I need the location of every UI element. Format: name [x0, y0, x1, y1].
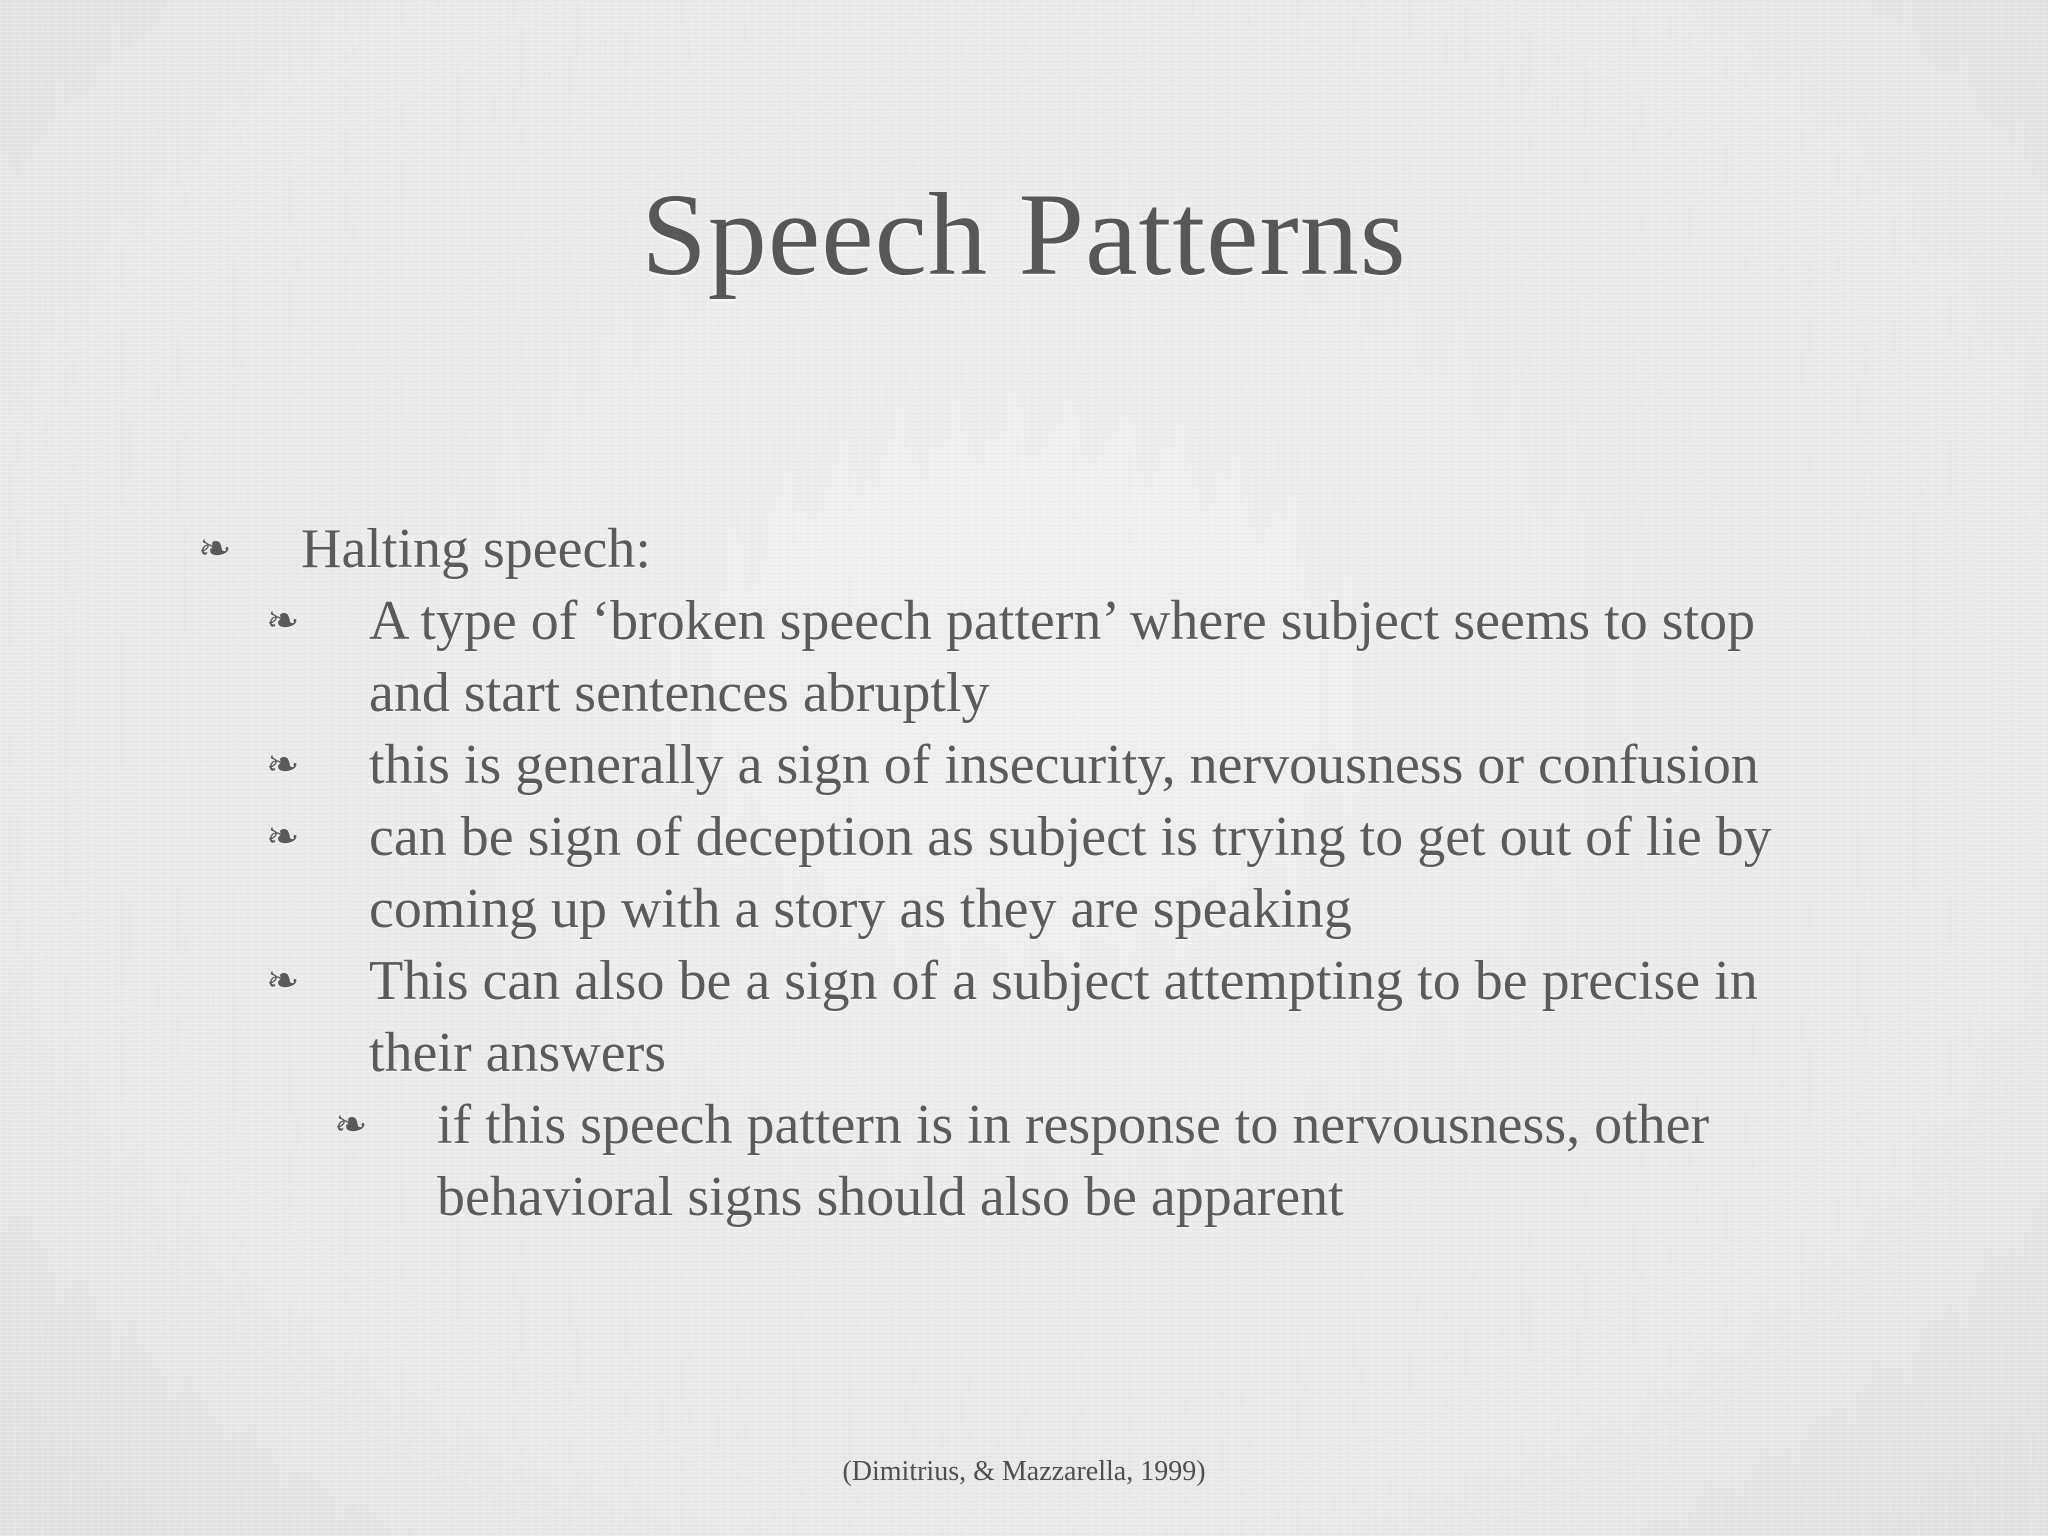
bullet-item-level-2	[0, 729, 1849, 801]
slide-title: Speech Patterns	[641, 169, 1407, 300]
citation: (Dimitrius, & Mazzarella, 1999)	[842, 1456, 1206, 1487]
fleuron-bullet-icon: ❧	[198, 526, 232, 571]
bullet-item-level-2	[0, 801, 1849, 945]
bullet-text: Halting speech:	[301, 518, 651, 580]
bullet-text: this is generally a sign of insecurity, nervousness or confusion	[369, 734, 1759, 796]
bullet-item-level-2	[0, 585, 1849, 729]
bullet-item-level-1	[0, 513, 1851, 585]
fleuron-bullet-icon: ❧	[266, 598, 300, 643]
fleuron-bullet-icon: ❧	[266, 742, 300, 787]
bullet-list	[0, 513, 2048, 1233]
bullet-text: This can also be a sign of a subject attempting to be precise in their answers	[369, 950, 1758, 1084]
bullet-item-level-2	[0, 945, 1849, 1089]
fleuron-bullet-icon: ❧	[266, 814, 300, 859]
bullet-text: A type of ‘broken speech pattern’ where subject seems to stop and start sentences abruptly	[369, 590, 1756, 724]
fleuron-bullet-icon: ❧	[266, 958, 300, 1003]
bullet-text: if this speech pattern is in response to nervousness, other behavioral signs should also be apparent	[437, 1094, 1710, 1228]
fleuron-bullet-icon: ❧	[334, 1102, 368, 1147]
bullet-text: can be sign of deception as subject is trying to get out of lie by coming up with a story as they are speaking	[369, 806, 1772, 940]
bullet-item-level-3	[0, 1089, 1757, 1233]
